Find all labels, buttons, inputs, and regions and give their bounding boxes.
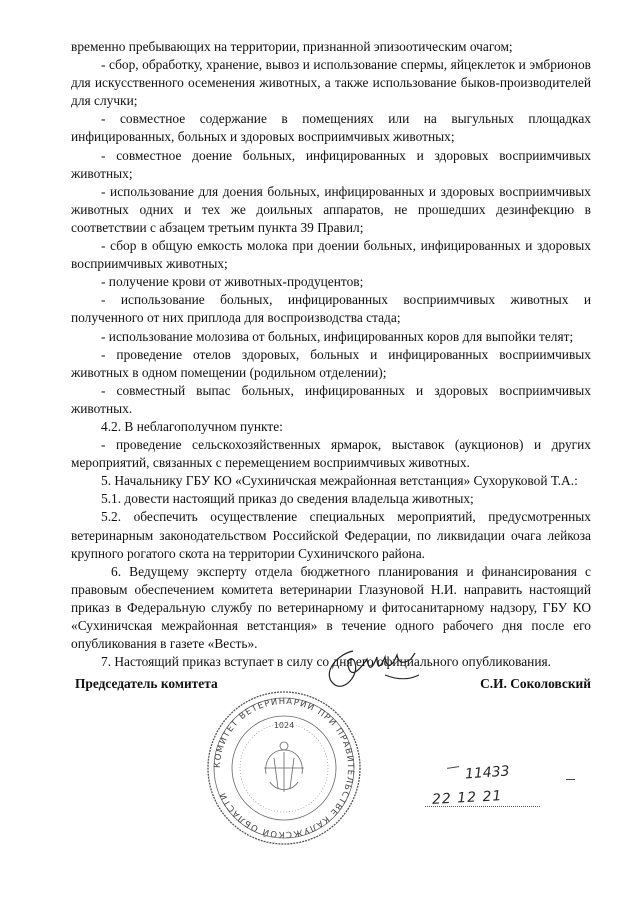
paragraph: временно пребывающих на территории, признанной эпизоотическим очагом; xyxy=(71,39,513,54)
paragraph: - совместное доение больных, инфицированных и здоровых восприимчивых животных; xyxy=(71,147,591,181)
paragraph: - проведение отелов здоровых, больных и инфицированных восприимчивых животных в одном помещении (родильном отделении); xyxy=(71,346,591,380)
paragraph: - использование больных, инфицированных восприимчивых животных и полученного от них приплода для воспроизводства стада; xyxy=(71,292,591,326)
registration-dash xyxy=(447,766,459,769)
paragraph: 5.2. обеспечить осуществление специальных мероприятий, предусмотренных ветеринарным законодательством Российской Федерации, по ликвидации очага лейкоза крупного рогатого скота на территории Сухиничского района. xyxy=(71,509,591,561)
registration-date: 22 12 21 xyxy=(431,788,503,808)
seal-ring-text: КОМИТЕТ ВЕТЕРИНАРИИ ПРИ ПРАВИТЕЛЬСТВЕ КАЛУЖСКОЙ ОБЛАСТИ xyxy=(212,696,356,840)
paragraph: - сбор в общую емкость молока при доении больных, инфицированных и здоровых восприимчивых животных; xyxy=(71,238,591,272)
registration-number: 11433 xyxy=(464,763,511,783)
paragraph: - совместный выпас больных, инфицированных и здоровых восприимчивых животных. xyxy=(71,382,591,416)
paragraph: 7. Настоящий приказ вступает в силу со дня его официального опубликования. xyxy=(101,654,551,670)
signer-name: С.И. Соколовский xyxy=(480,676,591,691)
paragraph: - использование для доения больных, инфицированных и здоровых восприимчивых животных одних и тех же доильных аппаратов, не прошедших дезинфекцию в соответствии с абзацем третьим пункта 39 Правил; xyxy=(71,183,591,235)
paragraph: 4.2. В неблагополучном пункте: xyxy=(101,418,283,434)
paragraph: 5.1. довести настоящий приказ до сведения владельца животных; xyxy=(101,491,474,507)
paragraph: - использование молозива от больных, инфицированных коров для выпойки телят; xyxy=(101,328,574,344)
paragraph: - получение крови от животных-продуцентов; xyxy=(101,274,364,290)
registration-dash xyxy=(566,779,575,780)
paragraph: 5. Начальнику ГБУ КО «Сухиничская межрайонная ветстанция» Сухоруковой Т.А.: xyxy=(101,473,578,489)
registration-underline xyxy=(425,806,540,807)
seal-number: 1024 xyxy=(273,721,295,730)
document-body xyxy=(71,38,591,671)
signer-position: Председатель комитета xyxy=(75,676,218,691)
paragraph: - сбор, обработку, хранение, вывоз и использование спермы, яйцеклеток и эмбрионов для искусственного осеменения животных, а также использование быков-производителей для случки; xyxy=(71,57,591,109)
paragraph: - совместное содержание в помещениях или на выгульных площадках инфицированных, больных и здоровых восприимчивых животных; xyxy=(71,111,591,145)
paragraph: - проведение сельскохозяйственных ярмарок, выставок (аукционов) и других мероприятий, связанных с перемещением восприимчивых животных. xyxy=(71,437,591,471)
official-seal xyxy=(204,688,364,848)
paragraph: 6. Ведущему эксперту отдела бюджетного планирования и финансирования с правовым обеспечением комитета ветеринарии Глазуновой Н.И. направить настоящий приказ в Федеральную службу по ветеринарному и фитосанитарному надзору, ГБУ КО «Сухиничская межрайонная ветстанция» в течение одного рабочего дня после его опубликования в газете «Весть». xyxy=(71,563,591,652)
